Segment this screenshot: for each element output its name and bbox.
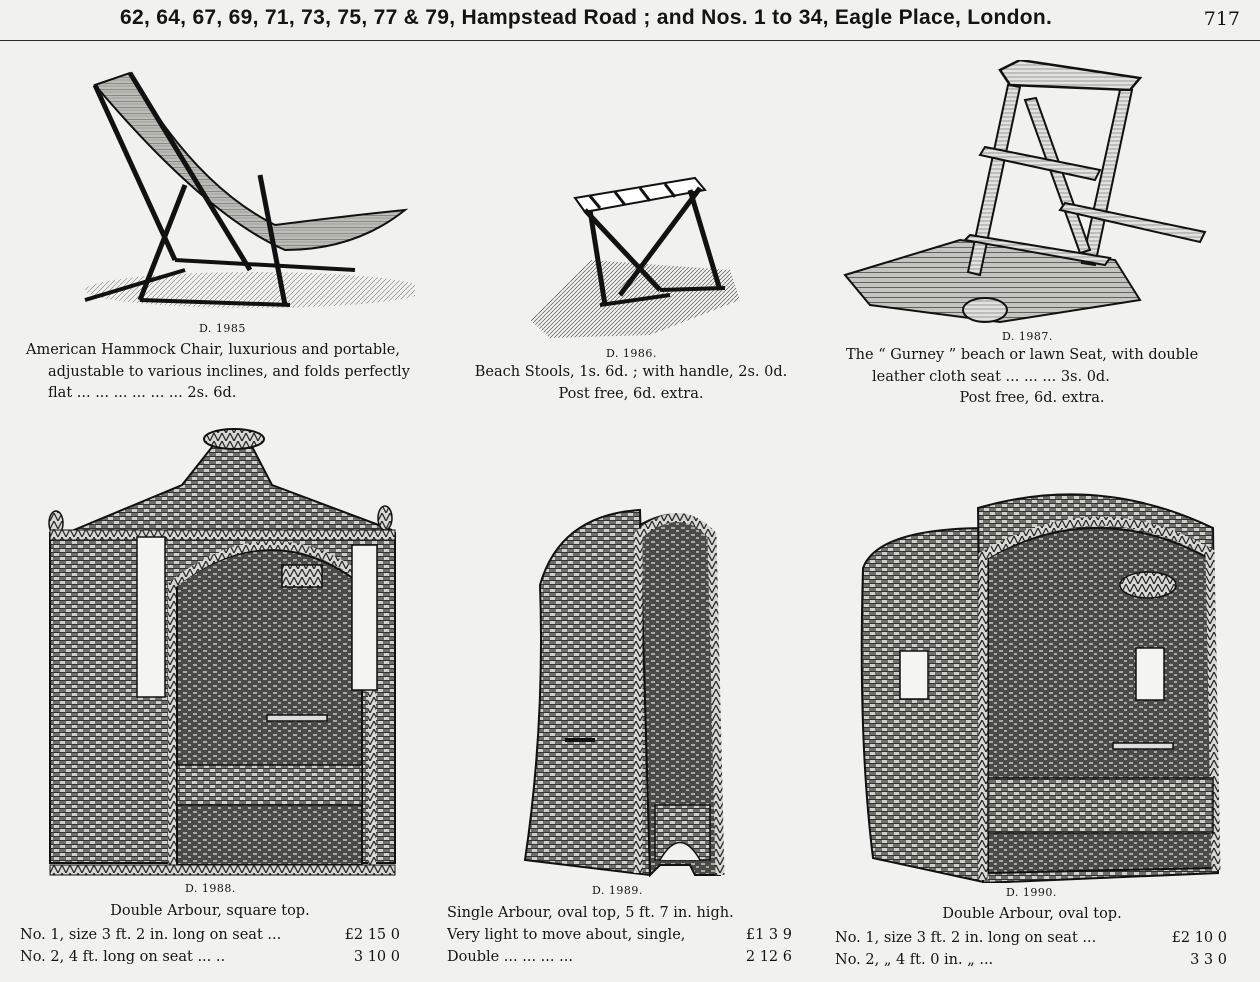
catalogue-number: D. 1986. <box>606 347 657 360</box>
description-line: adjustable to various inclines, and folds perfectly <box>48 363 410 380</box>
price-label: Double ... ... ... ... <box>447 948 573 965</box>
item-title: Single Arbour, oval top, 5 ft. 7 in. high. <box>447 905 734 921</box>
price-label: No. 2, 4 ft. long on seat ... .. <box>20 948 226 965</box>
description-line: Post free, 6d. extra. <box>959 390 1105 406</box>
page-header <box>0 0 1260 41</box>
price-value: 3 10 0 <box>353 948 400 965</box>
item-title: Double Arbour, oval top. <box>942 906 1122 922</box>
price-row <box>447 947 792 969</box>
price-label: No. 1, size 3 ft. 2 in. long on seat ... <box>835 930 1097 946</box>
price-value: £2 15 0 <box>344 927 400 943</box>
description-line: leather cloth seat ... ... ... 3s. 0d. <box>872 368 1110 385</box>
price-row <box>835 928 1227 950</box>
description-line: American Hammock Chair, luxurious and portable, <box>26 342 400 358</box>
item-description <box>460 362 802 405</box>
description-line: Beach Stools, 1s. 6d. ; with handle, 2s. 0d. <box>474 364 788 380</box>
hammock-chair-illustration <box>55 65 415 315</box>
price-row <box>20 925 400 947</box>
price-list <box>20 925 400 968</box>
double-arbour-oval-top-illustration <box>858 488 1226 883</box>
price-value: 3 3 0 <box>1190 951 1227 968</box>
price-row <box>835 950 1227 972</box>
price-list <box>835 928 1227 971</box>
item-description <box>26 340 440 405</box>
price-label: Very light to move about, single, <box>447 927 686 943</box>
price-row <box>20 947 400 969</box>
catalogue-number: D. 1985 <box>199 322 246 335</box>
price-row <box>447 925 792 947</box>
description-line: Post free, 6d. extra. <box>558 385 704 402</box>
item-description <box>846 345 1218 410</box>
catalogue-number: D. 1989. <box>592 884 643 897</box>
double-arbour-square-top-illustration <box>42 425 402 880</box>
page-number: 717 <box>1203 8 1240 30</box>
single-arbour-oval-top-illustration <box>520 505 725 880</box>
description-line: flat ... ... ... ... ... ... 2s. 6d. <box>48 385 237 401</box>
price-value: £1 3 9 <box>745 927 792 943</box>
price-value: £2 10 0 <box>1171 930 1227 946</box>
gurney-seat-illustration <box>840 60 1215 325</box>
price-label: No. 1, size 3 ft. 2 in. long on seat ... <box>20 927 282 943</box>
item-title: Double Arbour, square top. <box>110 903 310 919</box>
catalogue-number: D. 1988. <box>185 882 236 895</box>
catalogue-number: D. 1987. <box>1002 330 1053 343</box>
price-label: No. 2, „ 4 ft. 0 in. „ ... <box>835 951 994 968</box>
beach-stool-illustration <box>530 170 740 340</box>
header-address: 62, 64, 67, 69, 71, 73, 75, 77 & 79, Hampstead Road ; and Nos. 1 to 34, Eagle Place, London. <box>120 6 1053 29</box>
price-list <box>447 925 792 968</box>
price-value: 2 12 6 <box>745 948 792 965</box>
description-line: The “ Gurney ” beach or lawn Seat, with double <box>846 347 1199 363</box>
catalogue-number: D. 1990. <box>1006 886 1057 899</box>
